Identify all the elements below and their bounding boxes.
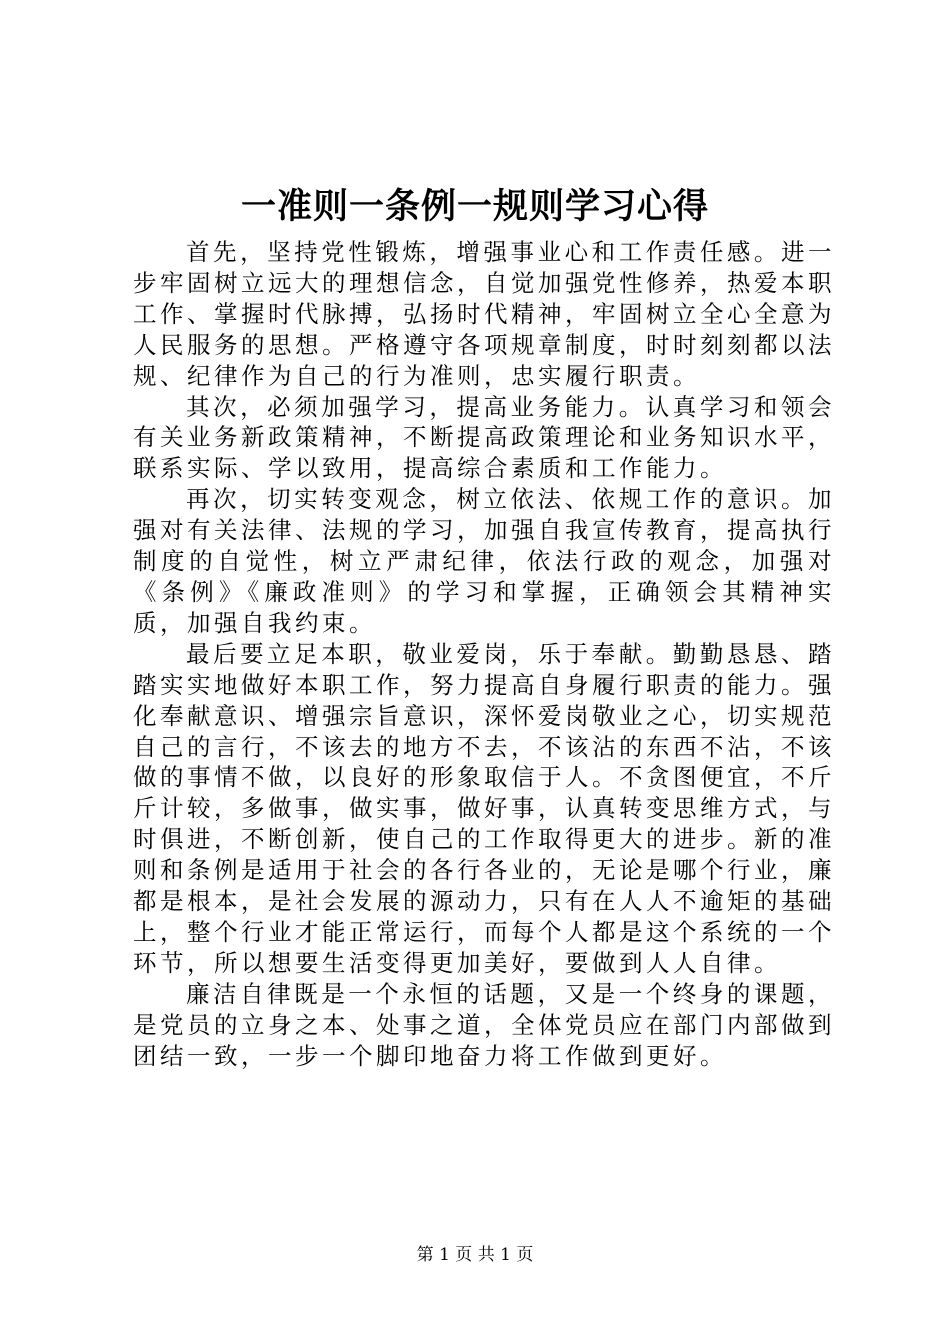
paragraph: 最后要立足本职，敬业爱岗，乐于奉献。勤勤恳恳、踏踏实实地做好本职工作，努力提高自身履行职责的能力。强化奉献意识、增强宗旨意识，深怀爱岗敬业之心，切实规范自己的言行，不该去的地方不去，不该沾的东西不沾，不该做的事情不做，以良好的形象取信于人。不贪图便宜，不斤斤计较，多做事，做实事，做好事，认真转变思维方式，与时俱进，不断创新，使自己的工作取得更大的进步。新的准则和条例是适用于社会的各行各业的，无论是哪个行业，廉都是根本，是社会发展的源动力，只有在人人不逾矩的基础上，整个行业才能正常运行，而每个人都是这个系统的一个环节，所以想要生活变得更加美好，要做到人人自律。 [133,639,835,977]
document-body [133,237,835,1071]
paragraph: 其次，必须加强学习，提高业务能力。认真学习和领会有关业务新政策精神，不断提高政策理论和业务知识水平，联系实际、学以致用，提高综合素质和工作能力。 [133,392,835,483]
paragraph: 廉洁自律既是一个永恒的话题，又是一个终身的课题，是党员的立身之本、处事之道，全体党员应在部门内部做到团结一致，一步一个脚印地奋力将工作做到更好。 [133,979,835,1070]
page-number-footer: 第 1 页 共 1 页 [416,1245,534,1265]
document-title: 一准则一条例一规则学习心得 [240,186,709,227]
paragraph: 再次，切实转变观念，树立依法、依规工作的意识。加强对有关法律、法规的学习，加强自我宣传教育，提高执行制度的自觉性，树立严肃纪律，依法行政的观念，加强对《条例》《廉政准则》的学习和掌握，正确领会其精神实质，加强自我约束。 [133,485,835,637]
paragraph: 首先，坚持党性锻炼，增强事业心和工作责任感。进一步牢固树立远大的理想信念，自觉加强党性修养，热爱本职工作、掌握时代脉搏，弘扬时代精神，牢固树立全心全意为人民服务的思想。严格遵守各项规章制度，时时刻刻都以法规、纪律作为自己的行为准则，忠实履行职责。 [133,238,835,390]
